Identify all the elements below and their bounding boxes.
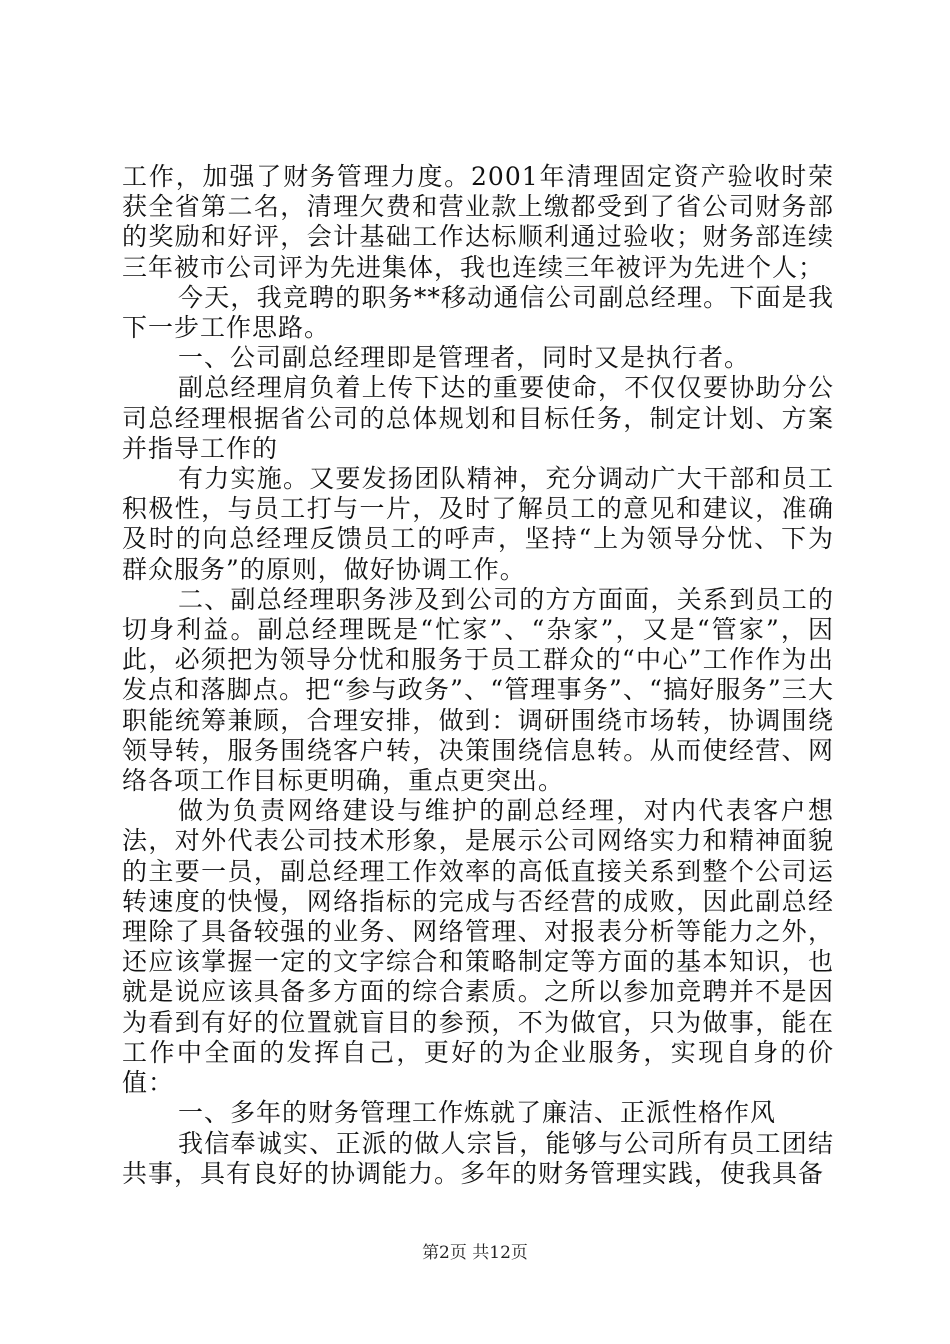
page-number-footer: 第2页 共12页: [422, 1243, 528, 1263]
paragraph: 有力实施。又要发扬团队精神，充分调动广大干部和员工积极性，与员工打与一片，及时了解员工的意见和建议，准确及时的向总经理反馈员工的呼声，坚持“上为领导分忧、下为群众服务”的原则，做好协调工作。: [122, 464, 834, 584]
paragraph: 副总经理肩负着上传下达的重要使命，不仅仅要协助分公司总经理根据省公司的总体规划和目标任务，制定计划、方案并指导工作的: [122, 373, 834, 463]
document-body: [122, 162, 834, 1189]
paragraph: 今天，我竞聘的职务**移动通信公司副总经理。下面是我下一步工作思路。: [122, 282, 834, 343]
paragraph: 做为负责网络建设与维护的副总经理，对内代表客户想法，对外代表公司技术形象，是展示公司网络实力和精神面貌的主要一员，副总经理工作效率的高低直接关系到整个公司运转速度的快慢，网络指标的完成与否经营的成败，因此副总经理除了具备较强的业务、网络管理、对报表分析等能力之外，还应该掌握一定的文字综合和策略制定等方面的基本知识，也就是说应该具备多方面的综合素质。之所以参加竞聘并不是因为看到有好的位置就盲目的参预，不为做官，只为做事，能在工作中全面的发挥自己，更好的为企业服务，实现自身的价值：: [122, 796, 834, 1098]
section-heading: 一、公司副总经理即是管理者，同时又是执行者。: [178, 343, 751, 373]
paragraph: 二、副总经理职务涉及到公司的方方面面，关系到员工的切身利益。副总经理既是“忙家”、“杂家”，又是“管家”，因此，必须把为领导分忧和服务于员工群众的“中心”工作作为出发点和落脚点。把“参与政务”、“管理事务”、“搞好服务”三大职能统筹兼顾，合理安排，做到：调研围绕市场转，协调围绕领导转，服务围绕客户转，决策围绕信息转。从而使经营、网络各项工作目标更明确，重点更突出。: [122, 584, 834, 796]
paragraph: 我信奉诚实、正派的做人宗旨，能够与公司所有员工团结共事，具有良好的协调能力。多年的财务管理实践，使我具备: [122, 1128, 834, 1188]
paragraph: 工作，加强了财务管理力度。2001年清理固定资产验收时荣获全省第二名，清理欠费和营业款上缴都受到了省公司财务部的奖励和好评，会计基础工作达标顺利通过验收；财务部连续三年被市公司评为先进集体，我也连续三年被评为先进个人；: [122, 162, 834, 282]
section-heading: 一、多年的财务管理工作炼就了廉洁、正派性格作风: [178, 1098, 777, 1128]
